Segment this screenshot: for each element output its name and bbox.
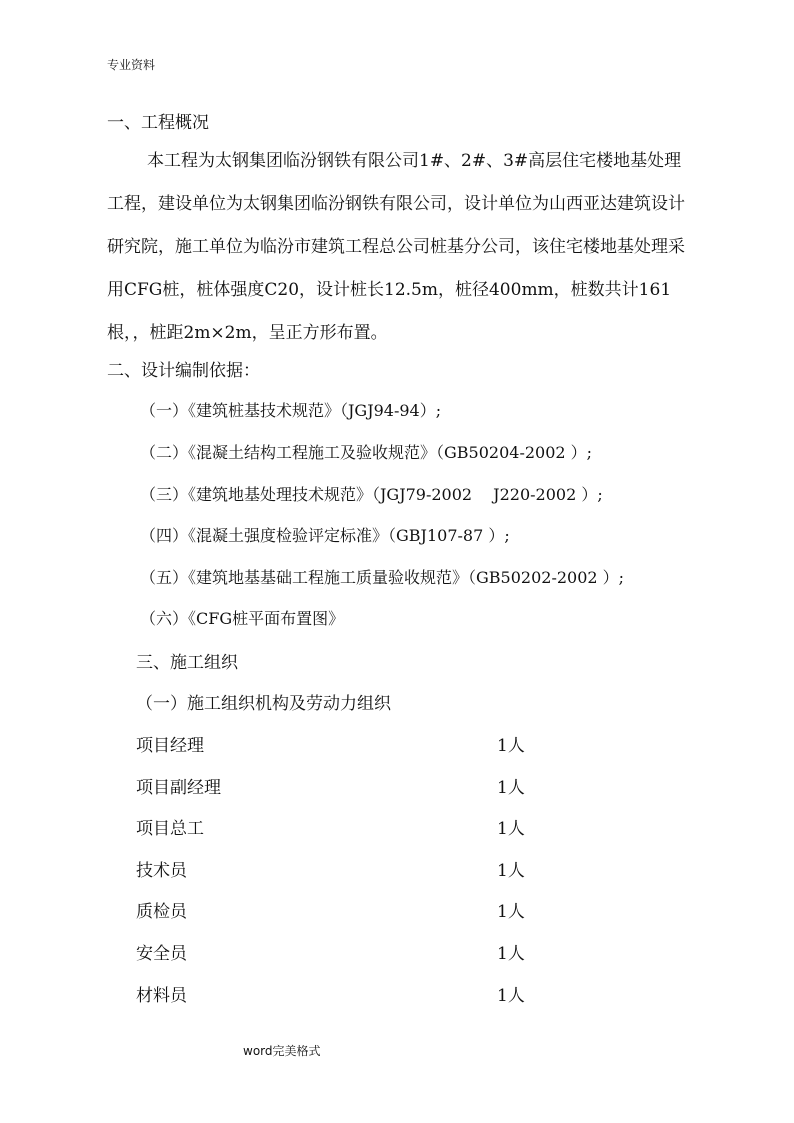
staff-role: 项目总工 xyxy=(136,819,204,839)
reference-item: （二）《混凝土结构工程施工及验收规范》（GB50204-2002 ）; xyxy=(140,443,593,462)
staff-count: 1人 xyxy=(497,819,525,839)
reference-item: （六）《CFG桩平面布置图》 xyxy=(140,609,345,628)
reference-item: （五）《建筑地基基础工程施工质量验收规范》（GB50202-2002 ）; xyxy=(140,568,625,587)
reference-item: （四）《混凝土强度检验评定标准》（GBJ107-87 ）; xyxy=(140,526,510,545)
staff-role: 质检员 xyxy=(136,902,187,922)
section-heading-organization: 三、施工组织 xyxy=(136,653,238,673)
page-header: 专业资料 xyxy=(107,58,156,72)
reference-item: （三）《建筑地基处理技术规范》（JGJ79-2002 J220-2002 ）; xyxy=(140,485,603,504)
staff-role: 材料员 xyxy=(136,986,187,1006)
staff-count: 1人 xyxy=(497,778,525,798)
page-footer: word完美格式 xyxy=(243,1044,321,1058)
overview-paragraph xyxy=(107,140,687,355)
staff-count: 1人 xyxy=(497,986,525,1006)
staff-role: 项目副经理 xyxy=(136,778,221,798)
reference-item: （一）《建筑桩基技术规范》（JGJ94-94）; xyxy=(140,401,442,420)
staff-count: 1人 xyxy=(497,861,525,881)
staff-role: 安全员 xyxy=(136,944,187,964)
staff-count: 1人 xyxy=(497,902,525,922)
section-heading-overview: 一、工程概况 xyxy=(107,113,209,133)
staff-count: 1人 xyxy=(497,736,525,756)
staff-role: 项目经理 xyxy=(136,736,204,756)
staff-count: 1人 xyxy=(497,944,525,964)
section-heading-basis: 二、设计编制依据： xyxy=(107,361,260,381)
staff-role: 技术员 xyxy=(136,861,187,881)
subsection-heading-staffing: （一）施工组织机构及劳动力组织 xyxy=(136,694,391,714)
overview-text: 本工程为太钢集团临汾钢铁有限公司1#、2#、3#高层住宅楼地基处理工程，建设单位为太钢集团临汾钢铁有限公司，设计单位为山西亚达建筑设计研究院，施工单位为临汾市建筑工程总公司桩基分公司，该住宅楼地基处理采用CFG桩，桩体强度C20，设计桩长12.5m，桩径400mm，桩数共计161根，，桩距2m×2m，呈正方形布置。 xyxy=(107,151,685,343)
